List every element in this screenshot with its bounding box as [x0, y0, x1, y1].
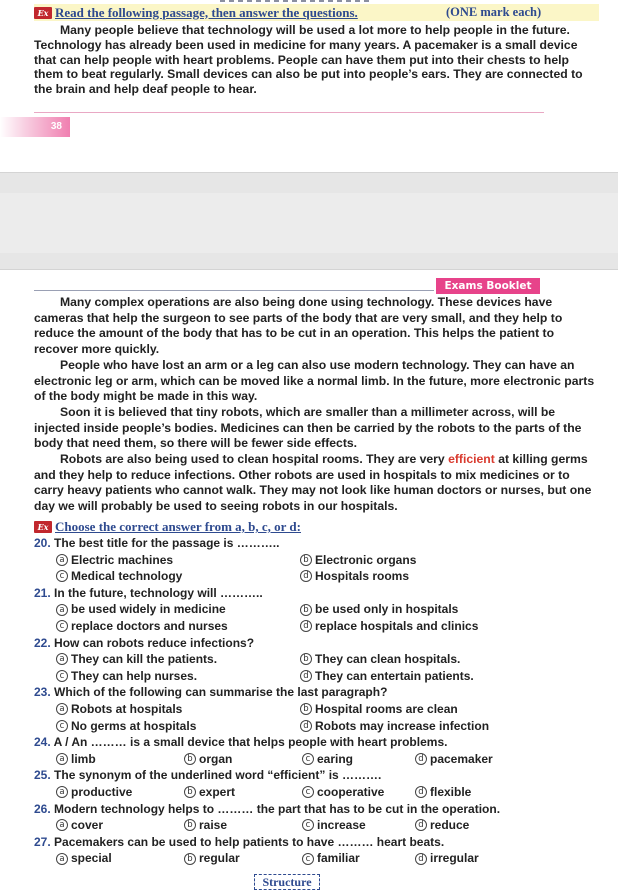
- passage-intro-paragraph: Many people believe that technology will be used a lot more to help people in the future. Technology has already been used in medicine for many years. A pacemaker is a small device that can help people with heart problems. People can have them put into their chests to help them to beat regularly. Small devices can also be put into people’s ears. They are connected to the brain and help deaf people to hear.: [34, 23, 583, 97]
- option-text: Hospital rooms are clean: [315, 701, 458, 716]
- option-letter-d: d: [300, 620, 312, 632]
- option-letter-a: a: [56, 703, 68, 715]
- question-number: 24.: [34, 735, 51, 750]
- option-letter-b: b: [300, 703, 312, 715]
- option-letter-c: c: [56, 670, 68, 682]
- option-text: Electric machines: [71, 552, 174, 567]
- answer-option-b[interactable]: [300, 601, 580, 618]
- choose-header: [34, 520, 301, 534]
- option-text: earing: [317, 751, 354, 766]
- option-letter-c: c: [56, 720, 68, 732]
- option-letter-a: a: [56, 554, 68, 566]
- option-text: familiar: [317, 851, 360, 866]
- question-number: 21.: [34, 585, 51, 600]
- answer-option-c[interactable]: [56, 718, 300, 735]
- option-text: No germs at hospitals: [71, 718, 197, 733]
- option-letter-a: a: [56, 604, 68, 616]
- answer-option-b[interactable]: [184, 817, 302, 834]
- answer-option-d[interactable]: [300, 568, 580, 585]
- option-text: irregular: [430, 851, 479, 866]
- option-letter-b: b: [300, 604, 312, 616]
- option-text: Electronic organs: [315, 552, 417, 567]
- option-text: Robots may increase infection: [315, 718, 490, 733]
- option-text: Medical technology: [71, 569, 183, 584]
- answer-option-a[interactable]: [56, 751, 184, 768]
- option-letter-d: d: [415, 786, 427, 798]
- option-letter-a: a: [56, 786, 68, 798]
- page-gap-inner: [0, 193, 618, 253]
- option-text: productive: [71, 784, 133, 799]
- option-letter-a: a: [56, 753, 68, 765]
- option-text: increase: [317, 818, 366, 833]
- structure-section-label: Structure: [254, 874, 320, 890]
- option-text: organ: [199, 751, 233, 766]
- question-22: [34, 635, 604, 685]
- question-text: Pacemakers can be used to help patients to have ……… heart beats.: [54, 834, 445, 849]
- passage-paragraph-last: [34, 452, 600, 515]
- question-25: [34, 767, 604, 800]
- option-text: be used widely in medicine: [71, 602, 226, 617]
- question-number: 22.: [34, 635, 51, 650]
- answer-option-d[interactable]: [300, 718, 580, 735]
- option-letter-d: d: [300, 720, 312, 732]
- question-number: 23.: [34, 685, 51, 700]
- answer-option-b[interactable]: [184, 751, 302, 768]
- answer-option-d[interactable]: [300, 618, 580, 635]
- option-text: replace hospitals and clinics: [315, 618, 479, 633]
- option-letter-c: c: [56, 620, 68, 632]
- option-letter-a: a: [56, 819, 68, 831]
- answer-option-c[interactable]: [302, 784, 415, 801]
- question-text: In the future, technology will ………..: [54, 585, 263, 600]
- question-number: 25.: [34, 768, 51, 783]
- exercise-icon: Ex: [34, 521, 52, 533]
- answer-option-b[interactable]: [184, 850, 302, 867]
- question-text: The best title for the passage is ………..: [54, 536, 280, 550]
- section-header: [34, 4, 599, 21]
- passage-text: at killing germs and they help to reduce infections. Other robots are used in hospitals to mix medicines or to carry heavy patients who cannot walk. They may not look like human doctors or nurses, but one day we will probably be used to seeing robots in our hospitals.: [34, 452, 592, 514]
- answer-option-c[interactable]: [56, 618, 300, 635]
- option-text: Robots at hospitals: [71, 701, 183, 716]
- option-text: Hospitals rooms: [315, 569, 410, 584]
- question-text: How can robots reduce infections?: [54, 635, 255, 650]
- answer-option-a[interactable]: [56, 601, 300, 618]
- answer-option-b[interactable]: [300, 651, 580, 668]
- option-letter-d: d: [415, 819, 427, 831]
- option-letter-c: c: [302, 753, 314, 765]
- question-text: The synonym of the underlined word “efficient” is ……….: [54, 768, 382, 783]
- answer-option-b[interactable]: [300, 701, 580, 718]
- option-letter-c: c: [302, 819, 314, 831]
- question-text: A / An ……… is a small device that helps people with heart problems.: [53, 735, 448, 750]
- passage-paragraph: Soon it is believed that tiny robots, which are smaller than a millimeter across, will be injected inside people’s bodies. Medicines can then be carried by the robots to the parts of the body that need them, so there will be fewer side effects.: [34, 404, 582, 451]
- answer-option-b[interactable]: [184, 784, 302, 801]
- answer-option-c[interactable]: [56, 668, 300, 685]
- option-text: cooperative: [317, 784, 385, 799]
- section-header-marks: (ONE mark each): [446, 5, 542, 19]
- passage-paragraph: People who have lost an arm or a leg can also use modern technology. They can have an electronic leg or arm, which can be moved like a normal limb. In the future, more electronic parts of the body might be made in this way.: [34, 357, 595, 404]
- answer-option-c[interactable]: [302, 817, 415, 834]
- top-dashed-rule: [220, 0, 370, 2]
- option-letter-d: d: [415, 753, 427, 765]
- section-header-title: Read the following passage, then answer the questions.: [55, 4, 358, 20]
- option-text: reduce: [430, 818, 470, 833]
- answer-option-d[interactable]: [415, 784, 535, 801]
- answer-option-d[interactable]: [300, 668, 580, 685]
- option-letter-c: c: [302, 786, 314, 798]
- option-letter-d: d: [415, 853, 427, 865]
- question-number: 27.: [34, 834, 51, 849]
- option-text: expert: [199, 784, 236, 799]
- option-text: pacemaker: [430, 751, 493, 766]
- booklet-label: Exams Booklet: [436, 278, 540, 294]
- answer-option-a[interactable]: [56, 817, 184, 834]
- page-gap: [0, 172, 618, 270]
- option-text: They can entertain patients.: [315, 668, 474, 683]
- option-letter-b: b: [184, 853, 196, 865]
- option-text: raise: [199, 818, 228, 833]
- option-text: They can help nurses.: [71, 668, 198, 683]
- option-text: regular: [199, 851, 240, 866]
- answer-option-a[interactable]: [56, 701, 300, 718]
- option-letter-b: b: [184, 786, 196, 798]
- booklet-header-rule: [34, 290, 434, 291]
- question-number: 20.: [34, 536, 51, 550]
- question-21: [34, 585, 604, 635]
- answer-option-b[interactable]: [300, 552, 580, 569]
- page-top-section: [0, 0, 618, 172]
- question-26: [34, 801, 604, 834]
- choose-header-title: Choose the correct answer from a, b, c, or d:: [55, 519, 301, 534]
- answer-option-d[interactable]: [415, 751, 535, 768]
- answer-option-d[interactable]: [415, 850, 535, 867]
- exercise-icon: Ex: [34, 7, 52, 19]
- question-list: [34, 535, 604, 867]
- option-letter-d: d: [300, 570, 312, 582]
- option-letter-b: b: [184, 753, 196, 765]
- page-bottom-rule: [34, 112, 544, 113]
- option-letter-b: b: [300, 554, 312, 566]
- question-24: [34, 734, 604, 767]
- option-letter-c: c: [302, 853, 314, 865]
- question-27: [34, 834, 604, 867]
- answer-option-c[interactable]: [302, 751, 415, 768]
- answer-option-c[interactable]: [302, 850, 415, 867]
- option-letter-c: c: [56, 570, 68, 582]
- question-number: 26.: [34, 801, 51, 816]
- option-letter-b: b: [184, 819, 196, 831]
- option-letter-b: b: [300, 653, 312, 665]
- page-bottom-section: [0, 270, 618, 892]
- option-text: They can clean hospitals.: [315, 652, 461, 667]
- passage-text: Robots are also being used to clean hospital rooms. They are very: [60, 452, 449, 467]
- answer-option-a[interactable]: [56, 651, 300, 668]
- question-20: [34, 535, 604, 585]
- page-number: 38: [50, 121, 62, 132]
- question-23: [34, 684, 604, 734]
- option-text: flexible: [430, 784, 472, 799]
- answer-option-a[interactable]: [56, 850, 184, 867]
- answer-option-a[interactable]: [56, 784, 184, 801]
- option-text: replace doctors and nurses: [71, 618, 228, 633]
- answer-option-d[interactable]: [415, 817, 535, 834]
- question-text: Modern technology helps to ……… the part that has to be cut in the operation.: [54, 801, 501, 816]
- passage-body: [34, 295, 600, 515]
- answer-option-c[interactable]: [56, 568, 300, 585]
- highlighted-word: efficient: [448, 452, 495, 467]
- option-text: They can kill the patients.: [71, 652, 218, 667]
- question-text: Which of the following can summarise the last paragraph?: [54, 685, 388, 700]
- option-text: special: [71, 851, 112, 866]
- answer-option-a[interactable]: [56, 552, 300, 569]
- option-text: cover: [71, 818, 104, 833]
- option-letter-a: a: [56, 853, 68, 865]
- passage-paragraph: Many complex operations are also being done using technology. These devices have cameras that help the surgeon to see parts of the body that are very small, and they help to reduce the amount of the body that has to be cut in an operation. This helps the patient to recover more quickly.: [34, 295, 563, 357]
- option-text: limb: [71, 751, 96, 766]
- option-letter-d: d: [300, 670, 312, 682]
- option-text: be used only in hospitals: [315, 602, 459, 617]
- option-letter-a: a: [56, 653, 68, 665]
